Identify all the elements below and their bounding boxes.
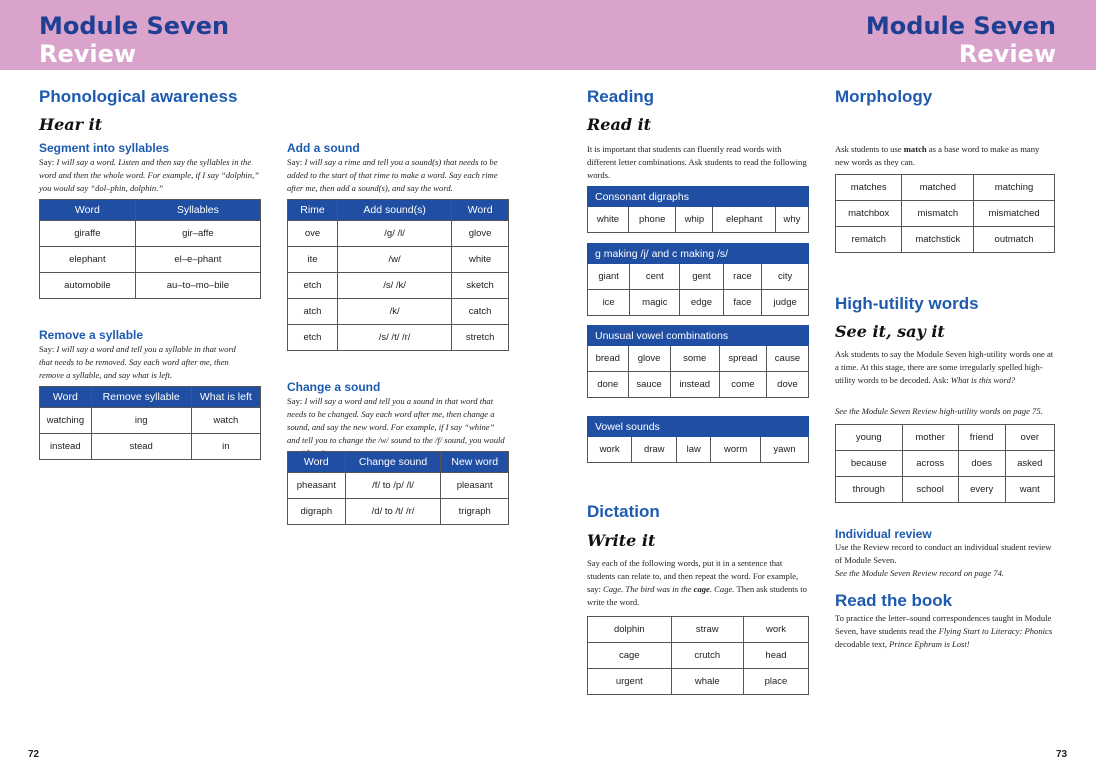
table-cell: /f/ to /p/ /l/ bbox=[345, 473, 441, 499]
column-header: Syllables bbox=[135, 200, 260, 221]
high-utility-instructions: Ask students to say the Module Seven high-utility words one at a time. At this stage, there are some irregularly spelled high-utility words to be decoded. Ask: What is this word? bbox=[835, 349, 1054, 385]
table-cell: judge bbox=[762, 290, 809, 316]
table-row bbox=[288, 247, 509, 273]
table-cell: sauce bbox=[628, 372, 670, 398]
table-cell: work bbox=[588, 437, 632, 463]
table-row bbox=[588, 437, 809, 463]
consonant-digraphs-table bbox=[587, 186, 809, 233]
table-row bbox=[40, 408, 261, 434]
table-cell: ite bbox=[288, 247, 338, 273]
table-row bbox=[288, 273, 509, 299]
table-cell: digraph bbox=[288, 499, 346, 525]
table-row bbox=[40, 273, 261, 299]
table-cell: white bbox=[588, 207, 629, 233]
table-cell: stretch bbox=[452, 325, 509, 351]
table-cell: mismatched bbox=[974, 201, 1055, 227]
table-cell: el–e–phant bbox=[135, 247, 260, 273]
table-cell: yawn bbox=[761, 437, 809, 463]
table-cell: pheasant bbox=[288, 473, 346, 499]
individual-review-text: Use the Review record to conduct an individual student review of Module Seven. bbox=[835, 542, 1052, 565]
table-cell: through bbox=[836, 477, 903, 503]
read-the-book-heading: Read the book bbox=[835, 591, 953, 610]
g-c-making-table bbox=[587, 243, 809, 316]
table-cell: matchstick bbox=[902, 227, 974, 253]
see-it-say-it-subheading: See it, say it bbox=[835, 322, 945, 341]
table-row bbox=[588, 372, 809, 398]
table-cell: across bbox=[902, 451, 958, 477]
table-cell: instead bbox=[40, 434, 92, 460]
table-cell: atch bbox=[288, 299, 338, 325]
change-instructions: Say: I will say a word and tell you a sound in that word that needs to be changed. Say each word after me, then change a sound, and say the new word. For example, if I say “whine” and tell you to change the /w/ sound to the /f/ sound, you would bbox=[287, 396, 505, 445]
vowel-sounds-table bbox=[587, 416, 809, 463]
table-cell: straw bbox=[671, 617, 743, 643]
table-cell: gir–affe bbox=[135, 221, 260, 247]
table-cell: done bbox=[588, 372, 629, 398]
table-cell: matches bbox=[836, 175, 902, 201]
write-it-subheading: Write it bbox=[587, 531, 656, 550]
table-cell: because bbox=[836, 451, 903, 477]
add-sound-instructions: Say: I will say a rime and tell you a sound(s) that needs to be added to the start of that rime to make a word. Say each rime after me, then add a sound(s), and say the word. bbox=[287, 157, 498, 193]
table-cell: school bbox=[902, 477, 958, 503]
table-cell: elephant bbox=[713, 207, 776, 233]
table-cell: law bbox=[677, 437, 711, 463]
table-header-row bbox=[288, 452, 509, 473]
table-cell: bread bbox=[588, 346, 629, 372]
table-cell: draw bbox=[632, 437, 677, 463]
left-page-number: 72 bbox=[28, 749, 40, 760]
table-cell: over bbox=[1005, 425, 1054, 451]
table-cell: mother bbox=[902, 425, 958, 451]
table-cell: /k/ bbox=[337, 299, 451, 325]
remove-table bbox=[39, 386, 261, 460]
table-row bbox=[288, 325, 509, 351]
table-row bbox=[836, 175, 1055, 201]
table-cell: /w/ bbox=[337, 247, 451, 273]
table-cell: want bbox=[1005, 477, 1054, 503]
table-row bbox=[588, 643, 809, 669]
table-cell: whip bbox=[676, 207, 713, 233]
morphology-heading: Morphology bbox=[835, 87, 933, 106]
column-header: Word bbox=[40, 200, 136, 221]
table-cell: elephant bbox=[40, 247, 136, 273]
table-cell: glove bbox=[452, 221, 509, 247]
column-header: Word bbox=[452, 200, 509, 221]
table-cell: asked bbox=[1005, 451, 1054, 477]
column-header: New word bbox=[441, 452, 509, 473]
table-row bbox=[40, 221, 261, 247]
table-row bbox=[288, 473, 509, 499]
reading-heading: Reading bbox=[587, 87, 655, 106]
table-cell: rematch bbox=[836, 227, 902, 253]
table-cell: matchbox bbox=[836, 201, 902, 227]
table-cell: trigraph bbox=[441, 499, 509, 525]
change-table bbox=[287, 451, 509, 525]
table-row bbox=[836, 477, 1055, 503]
table-row bbox=[836, 227, 1055, 253]
table-cell: race bbox=[723, 264, 762, 290]
table-cell: head bbox=[743, 643, 808, 669]
hear-it-subheading: Hear it bbox=[39, 115, 103, 134]
column-header: What is left bbox=[191, 387, 260, 408]
table-header-row bbox=[40, 200, 261, 221]
add-sound-heading: Add a sound bbox=[287, 141, 360, 155]
unusual-vowel-table bbox=[587, 325, 809, 398]
table-row bbox=[836, 425, 1055, 451]
table-cell: /d/ to /t/ /r/ bbox=[345, 499, 441, 525]
table-cell: cause bbox=[766, 346, 808, 372]
table-cell: /s/ /t/ /r/ bbox=[337, 325, 451, 351]
table-cell: stead bbox=[91, 434, 191, 460]
column-header: Word bbox=[40, 387, 92, 408]
table-cell: crutch bbox=[671, 643, 743, 669]
table-cell: spread bbox=[719, 346, 766, 372]
table-cell: glove bbox=[628, 346, 670, 372]
table-cell: etch bbox=[288, 325, 338, 351]
table-row bbox=[588, 290, 809, 316]
column-header: Remove syllable bbox=[91, 387, 191, 408]
table-cell: mismatch bbox=[902, 201, 974, 227]
table-cell: every bbox=[958, 477, 1005, 503]
table-cell: giant bbox=[588, 264, 630, 290]
phonological-heading: Phonological awareness bbox=[39, 87, 238, 106]
table-cell: work bbox=[743, 617, 808, 643]
table-cell: friend bbox=[958, 425, 1005, 451]
table-header-row bbox=[40, 387, 261, 408]
table-cell: whale bbox=[671, 669, 743, 695]
table-cell: does bbox=[958, 451, 1005, 477]
table-cell: ing bbox=[91, 408, 191, 434]
table-cell: place bbox=[743, 669, 808, 695]
morphology-table bbox=[835, 174, 1055, 253]
table-cell: worm bbox=[711, 437, 761, 463]
table-title: Consonant digraphs bbox=[588, 187, 809, 207]
table-cell: instead bbox=[670, 372, 719, 398]
table-title: Vowel sounds bbox=[588, 417, 809, 437]
table-cell: edge bbox=[680, 290, 723, 316]
table-title-row bbox=[588, 187, 809, 207]
table-cell: gent bbox=[680, 264, 723, 290]
table-row bbox=[588, 207, 809, 233]
table-cell: why bbox=[775, 207, 808, 233]
segment-instructions: Say: I will say a word. Listen and then say the syllables in the word and then the whole word. For example, if I say “dolphin,” you would say “dol–phin, dolphin.” bbox=[39, 157, 259, 193]
remove-instructions: Say: I will say a word and tell you a syllable in that word that needs to be removed. Say each word after me, then remove a syllable, and say what is left. bbox=[39, 344, 236, 380]
segment-heading: Segment into syllables bbox=[39, 141, 170, 155]
reading-instructions: It is important that students can fluently read words with different letter combinations. Ask students to read the following words. bbox=[587, 144, 807, 180]
table-row bbox=[288, 221, 509, 247]
right-page-title: Module Seven Review bbox=[865, 12, 1056, 68]
high-utility-table bbox=[835, 424, 1055, 503]
table-cell: watch bbox=[191, 408, 260, 434]
individual-review-heading: Individual review bbox=[835, 527, 932, 541]
table-cell: magic bbox=[630, 290, 680, 316]
table-title-row bbox=[588, 417, 809, 437]
segment-table bbox=[39, 199, 261, 299]
table-cell: outmatch bbox=[974, 227, 1055, 253]
table-cell: watching bbox=[40, 408, 92, 434]
table-cell: etch bbox=[288, 273, 338, 299]
table-cell: sketch bbox=[452, 273, 509, 299]
high-utility-heading: High-utility words bbox=[835, 294, 979, 313]
column-header: Add sound(s) bbox=[337, 200, 451, 221]
dictation-heading: Dictation bbox=[587, 502, 660, 521]
table-title-row bbox=[588, 244, 809, 264]
table-cell: ove bbox=[288, 221, 338, 247]
right-page-number: 73 bbox=[1056, 749, 1068, 760]
remove-heading: Remove a syllable bbox=[39, 328, 144, 342]
table-row bbox=[836, 451, 1055, 477]
table-row bbox=[836, 201, 1055, 227]
table-cell: giraffe bbox=[40, 221, 136, 247]
table-cell: au–to–mo–bile bbox=[135, 273, 260, 299]
table-title-row bbox=[588, 326, 809, 346]
table-cell: cage bbox=[588, 643, 672, 669]
table-cell: pleasant bbox=[441, 473, 509, 499]
table-title: Unusual vowel combinations bbox=[588, 326, 809, 346]
column-header: Change sound bbox=[345, 452, 441, 473]
table-cell: white bbox=[452, 247, 509, 273]
column-header: Word bbox=[288, 452, 346, 473]
table-row bbox=[588, 617, 809, 643]
table-cell: city bbox=[762, 264, 809, 290]
dictation-instructions: Say each of the following words, put it in a sentence that students can relate to, and then repeat the word. For example, say: Cage. The bird was in the cage. Cage. Then ask students to write the word. bbox=[587, 558, 807, 607]
table-cell: matching bbox=[974, 175, 1055, 201]
column-header: Rime bbox=[288, 200, 338, 221]
table-cell: dove bbox=[766, 372, 808, 398]
high-utility-reference: See the Module Seven Review high-utility words on page 75. bbox=[835, 406, 1043, 416]
table-row bbox=[588, 669, 809, 695]
table-header-row bbox=[288, 200, 509, 221]
morphology-instructions: Ask students to use match as a base word to make as many new words as they can. bbox=[835, 144, 1040, 167]
table-row bbox=[588, 346, 809, 372]
individual-review-reference: See the Module Seven Review record on page 74. bbox=[835, 568, 1005, 578]
table-cell: cent bbox=[630, 264, 680, 290]
table-row bbox=[588, 264, 809, 290]
table-cell: dolphin bbox=[588, 617, 672, 643]
table-cell: /s/ /k/ bbox=[337, 273, 451, 299]
table-row bbox=[288, 499, 509, 525]
table-cell: in bbox=[191, 434, 260, 460]
table-cell: matched bbox=[902, 175, 974, 201]
add-sound-table bbox=[287, 199, 509, 351]
table-row bbox=[40, 434, 261, 460]
table-row bbox=[40, 247, 261, 273]
table-title: g making /j/ and c making /s/ bbox=[588, 244, 809, 264]
table-cell: young bbox=[836, 425, 903, 451]
table-cell: come bbox=[719, 372, 766, 398]
table-cell: phone bbox=[629, 207, 676, 233]
table-cell: urgent bbox=[588, 669, 672, 695]
table-cell: catch bbox=[452, 299, 509, 325]
left-page-title: Module Seven Review bbox=[39, 12, 230, 68]
table-cell: /g/ /l/ bbox=[337, 221, 451, 247]
table-cell: automobile bbox=[40, 273, 136, 299]
table-cell: face bbox=[723, 290, 762, 316]
table-cell: ice bbox=[588, 290, 630, 316]
change-heading: Change a sound bbox=[287, 380, 381, 394]
dictation-table bbox=[587, 616, 809, 695]
table-row bbox=[288, 299, 509, 325]
read-it-subheading: Read it bbox=[587, 115, 652, 134]
read-the-book-text: To practice the letter–sound correspondences taught in Module Seven, have students read the Flying Start to Literacy: Phonics decodable text, Prince Ephram is Lost! bbox=[835, 613, 1053, 649]
table-cell: some bbox=[670, 346, 719, 372]
